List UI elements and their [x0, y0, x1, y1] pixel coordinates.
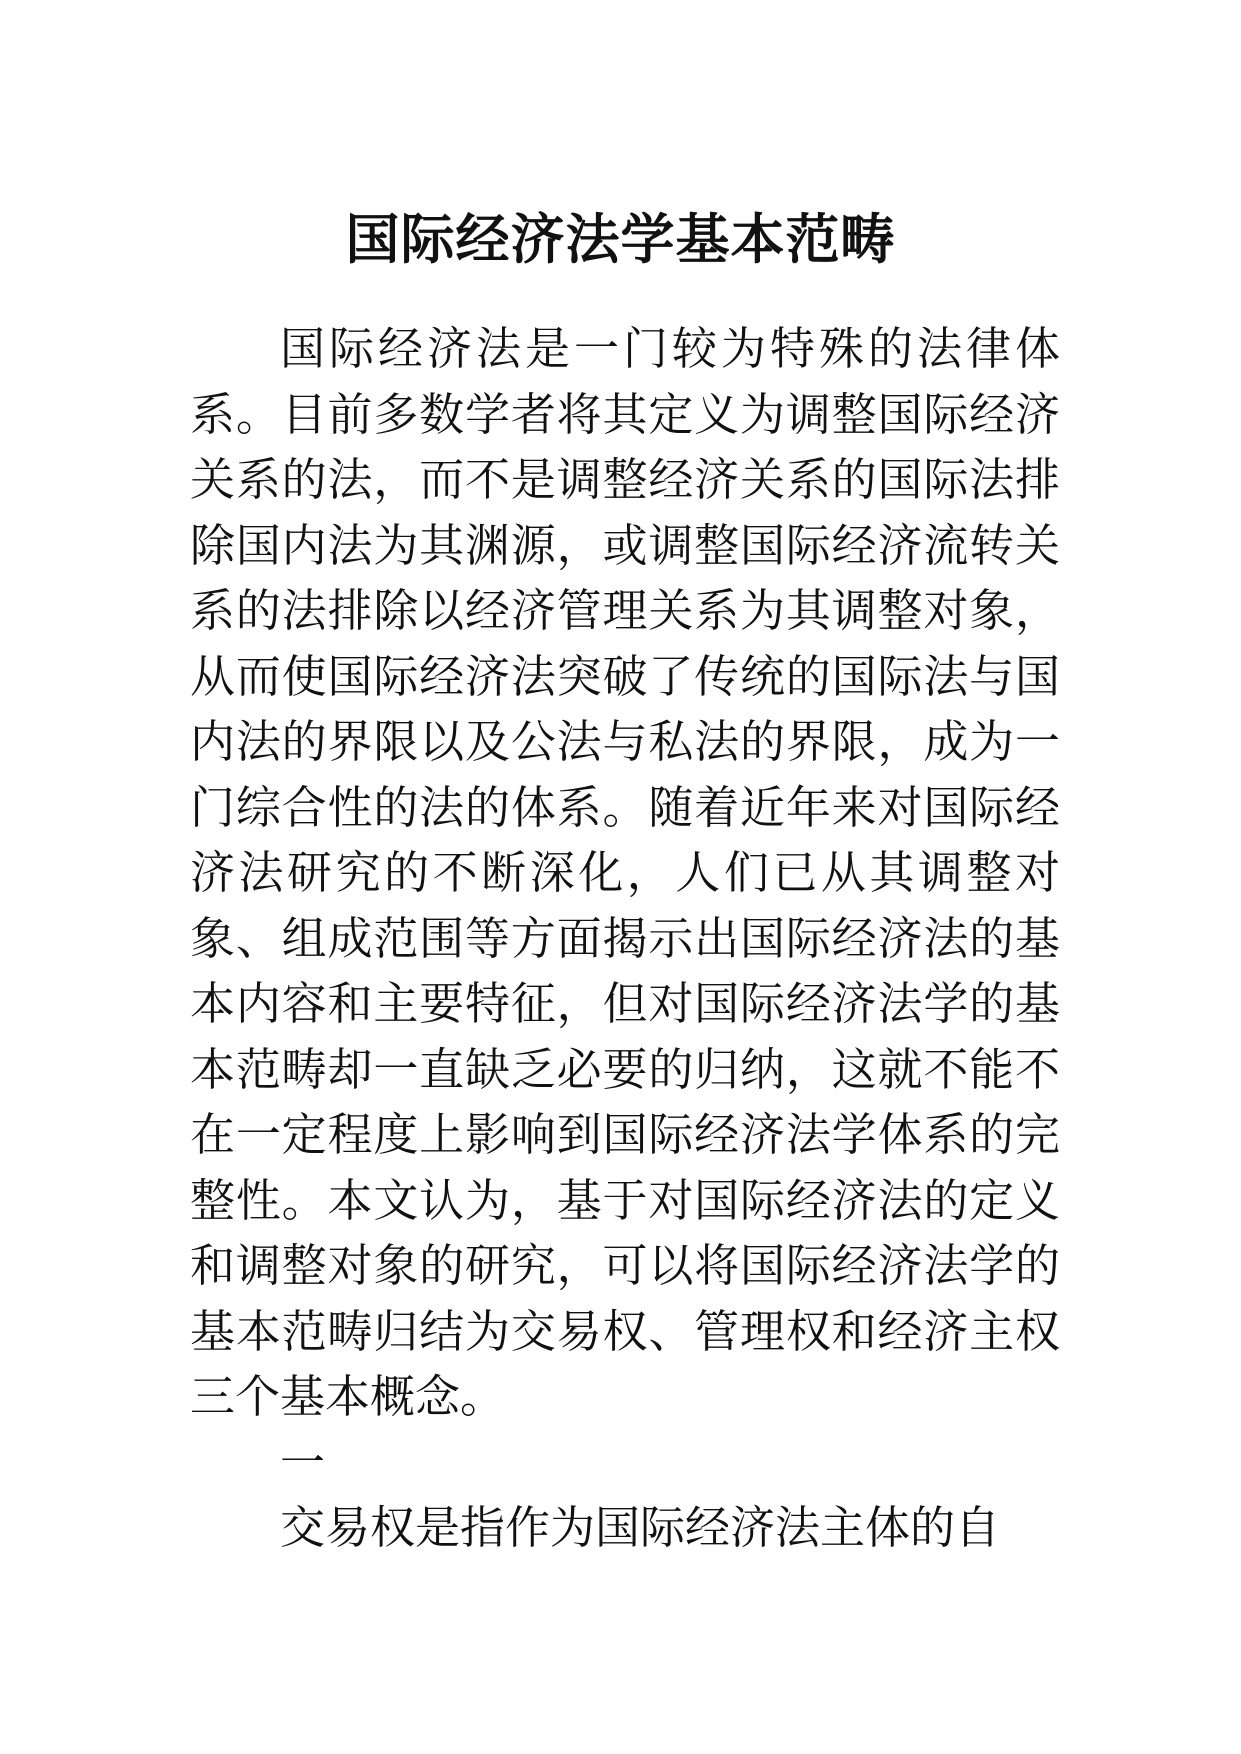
intro-paragraph: 国际经济法是一门较为特殊的法律体系。目前多数学者将其定义为调整国际经济关系的法，而不是调整经济关系的国际法排除国内法为其渊源，或调整国际经济流转关系的法排除以经济管理关系为其调整对象，从而使国际经济法突破了传统的国际法与国内法的界限以及公法与私法的界限，成为一门综合性的法的体系。随着近年来对国际经济法研究的不断深化，人们已从其调整对象、组成范围等方面揭示出国际经济法的基本内容和主要特征，但对国际经济法学的基本范畴却一直缺乏必要的归纳，这就不能不在一定程度上影响到国际经济法学体系的完整性。本文认为，基于对国际经济法的定义和调整对象的研究，可以将国际经济法学的基本范畴归结为交易权、管理权和经济主权三个基本概念。	[190, 322, 1060, 1423]
document-body	[190, 316, 1060, 1561]
document-title: 国际经济法学基本范畴	[345, 207, 896, 272]
section-heading-one: 一	[280, 1435, 326, 1489]
section-paragraph: 交易权是指作为国际经济法主体的自	[280, 1501, 1001, 1554]
